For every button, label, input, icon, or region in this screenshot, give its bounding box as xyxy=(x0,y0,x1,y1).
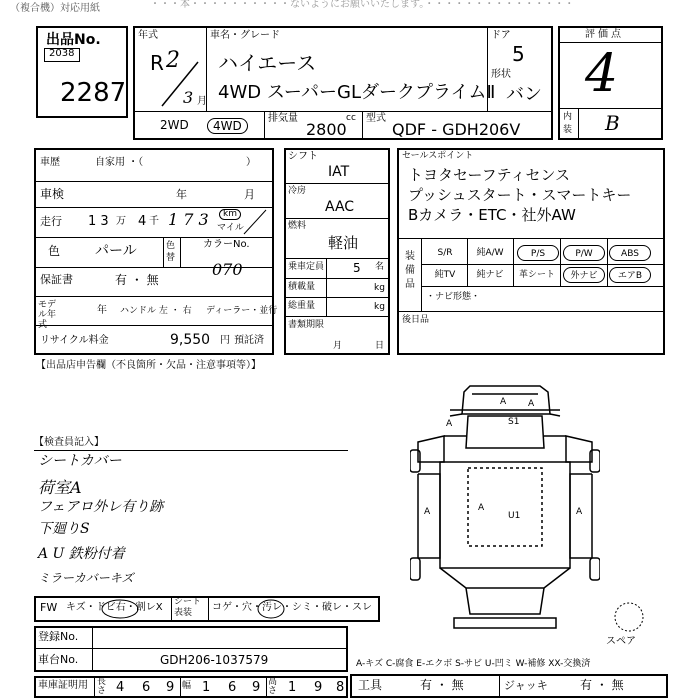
inspector-line-2: 荷室A xyxy=(38,478,82,497)
expiry-month: 月 xyxy=(333,341,343,351)
color-no-value: 070 xyxy=(212,260,243,279)
diagram-mark-left-side: A xyxy=(424,507,431,517)
car-damage-diagram xyxy=(410,378,600,634)
equip-other: ・ナビ形態・ xyxy=(426,292,481,302)
diagram-mark-bumper: A xyxy=(500,397,507,407)
notes-header: 【出品店申告欄（不良箇所・欠品・注意事項等）】 xyxy=(36,360,261,371)
month-value: 3 xyxy=(183,88,194,107)
damage-code-legend: A-キズ C-腐食 E-エクボ S-サビ U-凹ミ W-補修 XX-交換済 xyxy=(356,659,591,669)
year-value: 2 xyxy=(166,48,180,73)
height-d1: 1 xyxy=(288,680,297,695)
mileage-1k: 4 xyxy=(138,214,147,229)
inspection-year-unit: 年 xyxy=(176,188,187,201)
color-change-label: 色替 xyxy=(166,241,176,263)
ac-label: 冷房 xyxy=(288,186,307,196)
lot-label: 出品No. xyxy=(46,32,101,48)
height-d3: 8 xyxy=(336,680,345,695)
equip-airbag-circled: エアB xyxy=(609,267,651,283)
diagram-mark-bumper-right: A xyxy=(528,399,535,409)
handle-side: ハンドル 左 ・ 右 xyxy=(120,306,192,316)
year-label: 年式 xyxy=(138,30,158,41)
doors-value: 5 xyxy=(512,42,525,66)
weight-label: 総重量 xyxy=(288,301,316,311)
height-d2: 9 xyxy=(314,680,323,695)
shift-label: シフト xyxy=(288,151,318,162)
tools-label: 工具 xyxy=(358,678,383,692)
diagram-mark-roof: A xyxy=(478,503,485,513)
header-line: （複合機）対応用紙 xyxy=(10,3,100,14)
recycle-label: リサイクル料金 xyxy=(40,335,109,346)
name-label: 車名・グレード xyxy=(210,30,280,41)
weight-unit: kg xyxy=(374,302,385,312)
score-label: 評価点 xyxy=(585,29,624,40)
equip-pw-circled: P/W xyxy=(563,245,605,261)
vehicle-name: ハイエース xyxy=(218,51,317,75)
inspector-header: 【検査員記入】 xyxy=(34,437,104,448)
fuel-label: 燃料 xyxy=(288,221,307,231)
year-slash xyxy=(158,60,202,108)
spare-tire-icon xyxy=(612,600,646,634)
vehicle-grade: 4WD スーパーGLダークプライムⅡ xyxy=(218,82,496,103)
load-unit: kg xyxy=(374,283,385,293)
equip-leather-seat: 革シート xyxy=(518,270,555,280)
diagram-mark-roof-dent: U1 xyxy=(508,511,521,521)
history-close: ） xyxy=(246,157,256,168)
spare-label: スペア xyxy=(606,636,636,647)
fw-codes: キズ・ドビ右・割レX xyxy=(66,602,163,613)
mileage-1k-unit: 千 xyxy=(149,216,159,227)
mileage-slash xyxy=(240,208,270,236)
mileage-mile-unit: マイル xyxy=(217,223,244,233)
sales-line-2: プッシュスタート・スマートキー xyxy=(408,186,632,204)
model-label: 型式 xyxy=(366,113,386,124)
sales-line-3: Bカメラ・ETC・社外AW xyxy=(408,206,576,224)
width-d1: 1 xyxy=(202,680,211,695)
inspector-line-3: フェアロ外レ有り跡 xyxy=(38,499,164,515)
chassis-number: GDH206-1037579 xyxy=(160,653,269,667)
seat-label: シート表装 xyxy=(174,597,202,618)
inspector-line-6: ミラーカバーキズ xyxy=(38,571,134,585)
model-code: QDF - GDH206V xyxy=(392,120,521,139)
equip-aftermarket-navi-circled: 外ナビ xyxy=(563,267,605,283)
expiry-label: 書類期限 xyxy=(288,320,325,330)
expiry-day: 日 xyxy=(375,341,385,351)
inspector-line-5: A U 鉄粉付着 xyxy=(38,546,125,562)
inspector-line-4: 下廻りS xyxy=(38,521,90,537)
capacity-label: 乗車定員 xyxy=(288,262,325,272)
recycle-unit: 円 xyxy=(220,335,230,346)
model-year-label: モデル年式 xyxy=(38,300,57,330)
diagram-mark-front: S1 xyxy=(508,417,520,427)
displacement-label: 排気量 xyxy=(268,113,298,124)
chassis-label: 車台No. xyxy=(38,653,79,666)
mileage-km-circled: km xyxy=(219,209,241,220)
shape-value: バン xyxy=(506,84,542,105)
displacement-unit: cc xyxy=(346,113,356,123)
color-label: 色 xyxy=(48,244,61,258)
sales-line-1: トヨタセーフティセンス xyxy=(408,166,571,184)
shift-value: IAT xyxy=(328,164,350,180)
inspection-month-unit: 月 xyxy=(244,188,255,201)
lot-number: 2287 xyxy=(60,78,127,108)
height-label: 高さ xyxy=(268,677,278,696)
interior-label: 内装 xyxy=(563,112,573,135)
history-value: 自家用 ・（ xyxy=(95,157,144,168)
length-d1: 4 xyxy=(116,680,125,695)
length-label: 長さ xyxy=(97,677,107,696)
mileage-10k-unit: 万 xyxy=(116,216,126,227)
equip-genuine-navi: 純ナビ xyxy=(476,270,504,280)
doors-label: ドア xyxy=(491,30,511,41)
inspection-label: 車検 xyxy=(40,187,65,201)
equip-genuine-aw: 純A/W xyxy=(476,248,504,258)
garage-cert-label: 車庫証明用 xyxy=(38,680,88,691)
fuel-value: 軽油 xyxy=(328,234,359,252)
mileage-10k: 1 3 xyxy=(88,214,109,229)
recycle-amount: 9,550 xyxy=(170,332,211,348)
fw-circle-mark xyxy=(100,598,140,620)
seat-circle-mark xyxy=(256,598,286,620)
color-value: パール xyxy=(95,243,137,259)
equip-ps-circled: P/S xyxy=(517,245,559,261)
length-d3: 9 xyxy=(166,680,175,695)
after-label: 後日品 xyxy=(402,315,430,325)
load-label: 積載量 xyxy=(288,282,316,292)
ac-value: AAC xyxy=(325,199,355,215)
month-unit: 月 xyxy=(197,96,207,107)
interior-value: B xyxy=(605,111,620,135)
capacity-unit: 名 xyxy=(375,262,385,272)
inspector-line-1: シートカバー xyxy=(38,453,122,469)
equipment-label: 装備品 xyxy=(405,251,415,290)
warranty-value: 有 ・ 無 xyxy=(115,273,159,287)
warranty-label: 保証書 xyxy=(40,273,73,286)
drive-2wd: 2WD xyxy=(160,118,189,132)
fw-label: FW xyxy=(40,601,58,614)
seat-codes: コゲ・穴・汚レ・シミ・破レ・スレ xyxy=(212,602,372,613)
sales-label: セールスポイント xyxy=(402,151,474,161)
year-era: R xyxy=(150,51,164,75)
width-d2: 6 xyxy=(228,680,237,695)
jack-label: ジャッキ xyxy=(504,679,548,692)
displacement-value: 2800 xyxy=(306,120,347,139)
jack-value: 有 ・ 無 xyxy=(580,678,624,692)
mileage-rest: 1 7 3 xyxy=(168,210,209,229)
tools-value: 有 ・ 無 xyxy=(420,678,464,692)
score-value: 4 xyxy=(585,44,619,104)
width-label: 幅 xyxy=(182,681,192,691)
diagram-mark-right-side: A xyxy=(576,507,583,517)
history-box xyxy=(34,148,274,355)
model-year-unit: 年 xyxy=(97,305,107,316)
dealer-import: ディーラー・並行 xyxy=(206,306,278,316)
capacity-value: 5 xyxy=(353,261,361,275)
lot-small-number: 2038 xyxy=(49,48,75,59)
length-d2: 6 xyxy=(142,680,151,695)
width-d3: 9 xyxy=(252,680,261,695)
equip-genuine-tv: 純TV xyxy=(434,270,456,280)
drive-4wd-circled: 4WD xyxy=(207,118,248,134)
header-faint-note: ・・・本・・・・・・・・・・ないようにお願いいたします。・・・・・・・・・・・・・・・ xyxy=(150,0,575,10)
recycle-note: 預託済 xyxy=(234,335,264,346)
history-label: 車歴 xyxy=(40,157,60,168)
color-no-label: カラーNo. xyxy=(203,239,250,250)
shape-label: 形状 xyxy=(491,69,511,80)
mileage-label: 走行 xyxy=(40,215,62,228)
equip-abs-circled: ABS xyxy=(609,245,651,261)
equip-sunroof: S/R xyxy=(437,248,453,258)
diagram-mark-front-left: A xyxy=(446,419,453,429)
reg-label: 登録No. xyxy=(38,630,79,643)
